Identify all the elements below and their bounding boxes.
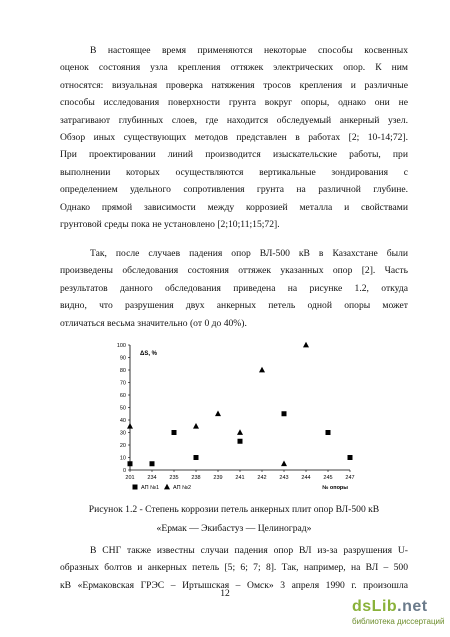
y-tick-label: 50 <box>119 405 126 412</box>
data-point-square <box>238 439 243 444</box>
page-number: 12 <box>220 588 230 599</box>
y-tick-label: 60 <box>119 393 126 399</box>
y-tick-label: 70 <box>119 380 126 387</box>
text-line: произведены обследования состояния оттяжек указанных опор [2]. Часть <box>60 265 408 277</box>
data-point-triangle <box>281 461 287 467</box>
y-tick-label: 30 <box>119 430 126 437</box>
watermark-subtitle: библиотека диссертаций <box>352 617 445 626</box>
data-point-triangle <box>193 423 199 429</box>
x-tick-label: 234 <box>147 475 157 481</box>
y-tick-label: 90 <box>119 355 126 362</box>
data-point-triangle <box>127 423 133 429</box>
x-tick-label: 239 <box>213 475 223 481</box>
x-axis-label: № опоры <box>322 485 348 491</box>
text-line: Однако прямой зависимости между коррозией металла и свойствами <box>60 201 408 213</box>
text-line: При проектировании линий производится изыскательские работы, при <box>60 149 408 161</box>
y-tick-label: 80 <box>119 368 126 374</box>
data-point-square <box>172 430 177 435</box>
data-point-triangle <box>237 429 243 435</box>
y-axis-label: ΔS, % <box>140 351 157 357</box>
corrosion-chart <box>110 338 365 498</box>
y-tick-label: 40 <box>119 418 126 424</box>
text-line: Так, после случаев падения опор ВЛ-500 кВ в Казахстане были <box>90 248 408 259</box>
data-point-square <box>348 455 353 460</box>
text-line: относятся: визуальная проверка натяжения тросов крепления и различные <box>60 79 408 91</box>
watermark-brand <box>352 598 448 616</box>
text-line: видно, что разрушения двух анкерных петель одной опоры может <box>60 300 408 312</box>
paragraph-2 <box>60 245 408 332</box>
x-tick-label: 244 <box>301 475 311 481</box>
legend-label: АП №1 <box>141 485 160 491</box>
data-point-square <box>150 461 155 466</box>
x-tick-label: 247 <box>345 475 355 481</box>
text-line: В СНГ также известны случаи падения опор ВЛ из-за разрушения U- <box>90 545 408 556</box>
x-tick-label: 238 <box>191 475 201 481</box>
data-point-square <box>326 430 331 435</box>
x-tick-label: 201 <box>125 475 135 481</box>
figure-caption: Рисунок 1.2 - Степень коррозии петель анкерных плит опор ВЛ-500 кВ <box>88 504 380 515</box>
y-tick-label: 20 <box>119 443 126 449</box>
x-tick-label: 245 <box>323 475 333 481</box>
text-line: оценок состояния узла крепления оттяжек электрических опор. К ним <box>60 62 408 74</box>
text-line: Обзор иных существующих методов представлен в работах [2; 10-14;72]. <box>60 132 408 144</box>
y-tick-label: 0 <box>122 468 126 474</box>
legend-marker-square <box>133 485 138 490</box>
data-point-triangle <box>303 342 309 348</box>
text-line: затрагивают глубинных слоев, где находится обследуемый анкерный узел. <box>60 114 408 126</box>
text-line: определением удельного сопротивления грунта на различной глубине. <box>60 184 408 196</box>
legend-label: АП №2 <box>173 485 192 491</box>
y-tick-label: 100 <box>116 343 126 349</box>
text-line: В настоящее время применяются некоторые способы косвенных <box>90 45 408 56</box>
x-tick-label: 241 <box>235 475 245 481</box>
x-tick-label: 243 <box>279 475 289 481</box>
text-line: выполнении которых осуществляются вертикальные зондирования с <box>60 166 408 178</box>
watermark-brand-main: dsLib <box>352 598 398 615</box>
text-line: результатов данного обследования приведена на рисунке 1.2, откуда <box>60 282 408 294</box>
watermark-brand-tld: .net <box>397 598 428 615</box>
text-line: кВ «Ермаковская ГРЭС – Иртышская – Омск» 3 апреля 1990 г. произошла <box>60 579 408 591</box>
legend-marker-triangle <box>164 484 170 490</box>
text-line: грунтовой среды пока не установлено [2;10;11;15;72]. <box>60 219 280 231</box>
text-line: отличаться весьма значительно (от 0 до 40%). <box>60 317 247 329</box>
data-point-square <box>128 461 133 466</box>
data-point-square <box>282 411 287 416</box>
text-line: способы исследования поверхности грунта вокруг опоры, однако они не <box>60 97 408 109</box>
text-line: образных болтов и анкерных петель [5; 6; 7; 8]. Так, например, на ВЛ – 500 <box>60 562 408 574</box>
paragraph-1 <box>60 42 408 233</box>
x-tick-label: 235 <box>169 475 179 481</box>
dslib-watermark-logo <box>352 598 448 636</box>
x-tick-label: 242 <box>257 475 267 481</box>
data-point-triangle <box>259 367 265 373</box>
y-tick-label: 10 <box>119 455 126 462</box>
data-point-square <box>194 455 199 460</box>
chart-svg <box>110 338 365 498</box>
figure-caption-subtitle: «Ермак — Экибастуз — Целиноград» <box>156 523 312 534</box>
paragraph-3 <box>60 542 408 594</box>
data-point-triangle <box>215 411 221 417</box>
